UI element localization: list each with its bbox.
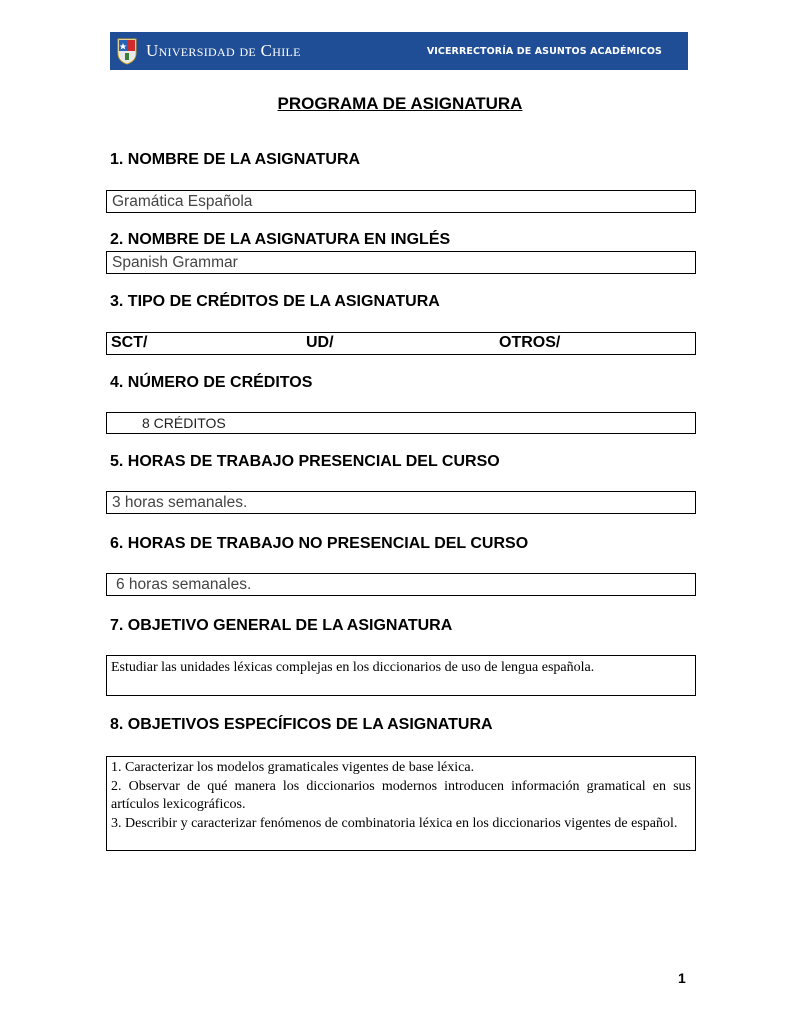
section-1-box [106,190,696,213]
credit-type-otros: OTROS/ [499,334,561,351]
section-7-box [106,655,696,696]
section-5-box [106,491,696,514]
section-8-heading: 8. OBJETIVOS ESPECÍFICOS DE LA ASIGNATURA [110,716,493,733]
specific-objective-item: 1. Caracterizar los modelos gramaticales vigentes de base léxica. [111,760,475,775]
course-name-value: Gramática Española [112,192,253,210]
section-3-box [106,332,696,355]
university-crest-icon [116,37,138,65]
credit-type-ud: UD/ [306,334,334,351]
section-6-box [106,573,696,596]
specific-objective-item: 3. Describir y caracterizar fenómenos de combinatoria léxica en los diccionarios vigentes de español. [111,815,678,831]
document-title: PROGRAMA DE ASIGNATURA [277,94,523,113]
page-number: 1 [678,970,686,986]
course-name-english-value: Spanish Grammar [112,253,238,271]
general-objective-text: Estudiar las unidades léxicas complejas en los diccionarios de uso de lengua española. [111,660,595,675]
section-2-box [106,251,696,274]
section-4-box [106,412,696,434]
specific-objective-item: 2. Observar de qué manera los diccionarios modernos introducen información gramatical en sus artículos lexicográficos. [111,778,691,812]
banner-brand [116,37,301,65]
section-4-heading: 4. NÚMERO DE CRÉDITOS [110,374,313,391]
independent-hours-value: 6 horas semanales. [116,575,252,593]
section-7-heading: 7. OBJETIVO GENERAL DE LA ASIGNATURA [110,617,453,634]
section-6-heading: 6. HORAS DE TRABAJO NO PRESENCIAL DEL CURSO [110,535,529,552]
section-1-heading: 1. NOMBRE DE LA ASIGNATURA [110,151,361,168]
section-2-heading: 2. NOMBRE DE LA ASIGNATURA EN INGLÉS [110,231,451,248]
header-banner [110,32,688,70]
university-name: Universidad de Chile [146,41,301,60]
contact-hours-value: 3 horas semanales. [112,493,248,511]
section-3-heading: 3. TIPO DE CRÉDITOS DE LA ASIGNATURA [110,293,440,310]
section-8-box [106,756,696,851]
credit-type-sct: SCT/ [111,334,148,351]
office-name: VICERRECTORÍA DE ASUNTOS ACADÉMICOS [426,45,662,57]
credits-value: 8 CRÉDITOS [142,415,226,431]
section-5-heading: 5. HORAS DE TRABAJO PRESENCIAL DEL CURSO [110,453,500,470]
